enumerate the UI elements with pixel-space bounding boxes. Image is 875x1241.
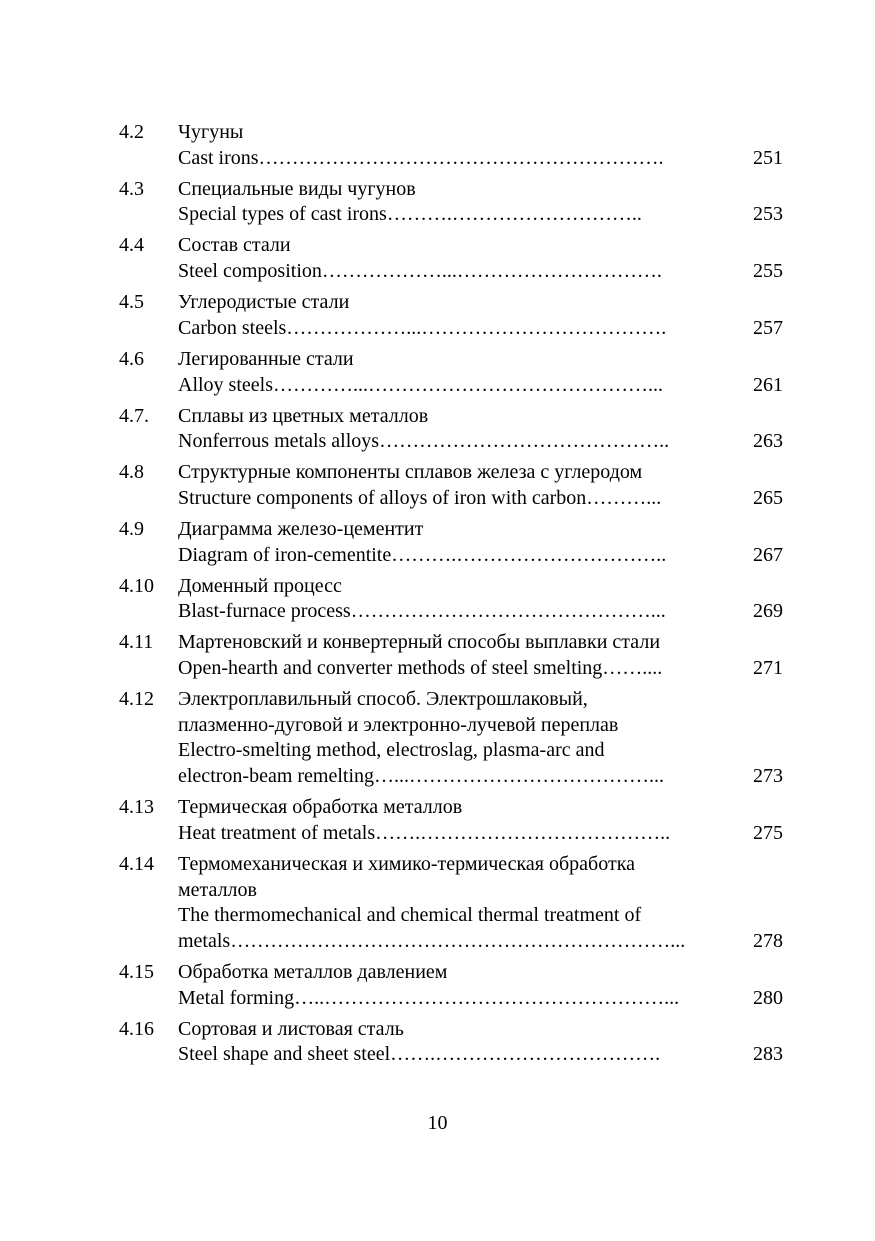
section-number: 4.6 (119, 347, 144, 370)
english-title-line (178, 202, 783, 228)
english-title-line (178, 316, 783, 342)
entry-titles (178, 687, 783, 790)
english-title-line (178, 599, 783, 625)
russian-title: Структурные компоненты сплавов железа с углеродом (178, 461, 643, 484)
russian-title: Специальные виды чугунов (178, 177, 416, 200)
toc-entry (119, 347, 783, 398)
english-title: The thermomechanical and chemical thermal treatment of (178, 904, 642, 927)
english-title-line (178, 146, 783, 172)
english-title: Diagram of iron-cementite……….………………………….. (178, 543, 667, 566)
toc-entry (119, 233, 783, 284)
russian-title: Обработка металлов давлением (178, 960, 448, 983)
section-number: 4.13 (119, 796, 154, 819)
page-ref: 273 (753, 765, 783, 788)
section-number: 4.4 (119, 234, 144, 257)
russian-title: Электроплавильный способ. Электрошлаковый, (178, 688, 588, 711)
english-title: Special types of cast irons……….……………………….. (178, 203, 642, 226)
russian-title: Мартеновский и конвертерный способы выплавки стали (178, 631, 661, 654)
page-ref: 275 (753, 821, 783, 844)
english-title: Electro-smelting method, electroslag, plasma-arc and (178, 739, 605, 762)
russian-title: Состав стали (178, 234, 291, 257)
page-ref: 269 (753, 600, 783, 623)
toc-entry (119, 290, 783, 341)
page-ref: 261 (753, 373, 783, 396)
entry-titles (178, 795, 783, 846)
toc-entry (119, 177, 783, 228)
english-title: Steel composition………………...…………………………. (178, 260, 662, 283)
entry-titles (178, 290, 783, 341)
toc-entry (119, 960, 783, 1011)
section-number: 4.2 (119, 121, 144, 143)
section-number: 4.16 (119, 1017, 154, 1040)
english-title: Metal forming…..……………………………………………... (178, 986, 680, 1009)
section-number: 4.9 (119, 517, 144, 540)
toc-entry (119, 517, 783, 568)
section-number: 4.10 (119, 574, 154, 597)
russian-title: Диаграмма железо-цементит (178, 517, 424, 540)
toc-entry (119, 852, 783, 955)
english-title-line (178, 543, 783, 569)
entry-titles (178, 120, 783, 171)
russian-title: Доменный процесс (178, 574, 342, 597)
english-title-line (178, 656, 783, 682)
entry-titles (178, 233, 783, 284)
entry-titles (178, 347, 783, 398)
entry-titles (178, 852, 783, 955)
page-ref: 283 (753, 1043, 783, 1066)
entry-titles (178, 517, 783, 568)
english-title-line (178, 929, 783, 955)
russian-title: Легированные стали (178, 347, 354, 370)
section-number: 4.7. (119, 404, 149, 427)
toc-entry (119, 1017, 783, 1068)
english-title: Carbon steels………………...………………………………. (178, 316, 667, 339)
page-number: 10 (427, 1112, 448, 1134)
entry-titles (178, 630, 783, 681)
english-title: Cast irons……………………………………………………. (178, 146, 664, 169)
toc-entry (119, 460, 783, 511)
entry-titles (178, 404, 783, 455)
toc-entry (119, 404, 783, 455)
russian-title: Сплавы из цветных металлов (178, 404, 429, 427)
page-ref: 267 (753, 543, 783, 566)
page-ref: 271 (753, 657, 783, 680)
english-title-line (178, 259, 783, 285)
page-ref: 278 (753, 929, 783, 952)
english-title-line (178, 1042, 783, 1068)
toc-entry (119, 120, 783, 171)
english-title-line (178, 486, 783, 512)
page-ref: 257 (753, 316, 783, 339)
english-title: Steel shape and sheet steel…….……………………………. (178, 1043, 661, 1066)
section-number: 4.11 (119, 631, 154, 654)
english-title: Open-hearth and converter methods of steel smelting…….... (178, 657, 663, 680)
english-title: electron-beam remelting…...………………………………... (178, 765, 665, 788)
section-number: 4.12 (119, 688, 154, 711)
english-title: Nonferrous metals alloys…………………………………….. (178, 430, 670, 453)
russian-title: Термомеханическая и химико-термическая обработка (178, 852, 635, 875)
toc-entry (119, 687, 783, 790)
english-title-line (178, 821, 783, 847)
toc-entry (119, 630, 783, 681)
english-title-line (178, 429, 783, 455)
russian-title: Углеродистые стали (178, 291, 350, 314)
section-number: 4.3 (119, 177, 144, 200)
page-ref: 253 (753, 203, 783, 226)
page-ref: 263 (753, 430, 783, 453)
entry-titles (178, 574, 783, 625)
section-number: 4.5 (119, 291, 144, 314)
entry-titles (178, 960, 783, 1011)
english-title-line (178, 764, 783, 790)
page-ref: 265 (753, 486, 783, 509)
table-of-contents (119, 120, 783, 1073)
section-number: 4.14 (119, 852, 154, 875)
english-title: metals…………………………………………………………... (178, 929, 686, 952)
toc-entry (119, 795, 783, 846)
entry-titles (178, 1017, 783, 1068)
page-ref: 255 (753, 260, 783, 283)
russian-title: Термическая обработка металлов (178, 796, 463, 819)
section-number: 4.8 (119, 461, 144, 484)
english-title: Blast-furnace process………………………………………... (178, 600, 666, 623)
english-title: Heat treatment of metals…….……………………………….. (178, 821, 671, 844)
english-title: Structure components of alloys of iron with carbon………... (178, 486, 662, 509)
english-title-line (178, 986, 783, 1012)
page-ref: 251 (753, 146, 783, 169)
russian-title: Чугуны (178, 121, 244, 143)
section-number: 4.15 (119, 960, 154, 983)
russian-title: Сортовая и листовая сталь (178, 1017, 404, 1040)
english-title-line (178, 373, 783, 399)
toc-entry (119, 574, 783, 625)
page-ref: 280 (753, 986, 783, 1009)
english-title: Alloy steels…………...……………………………………... (178, 373, 663, 396)
entry-titles (178, 177, 783, 228)
entry-titles (178, 460, 783, 511)
russian-title: металлов (178, 878, 257, 901)
russian-title: плазменно-дуговой и электронно-лучевой переплав (178, 713, 619, 736)
